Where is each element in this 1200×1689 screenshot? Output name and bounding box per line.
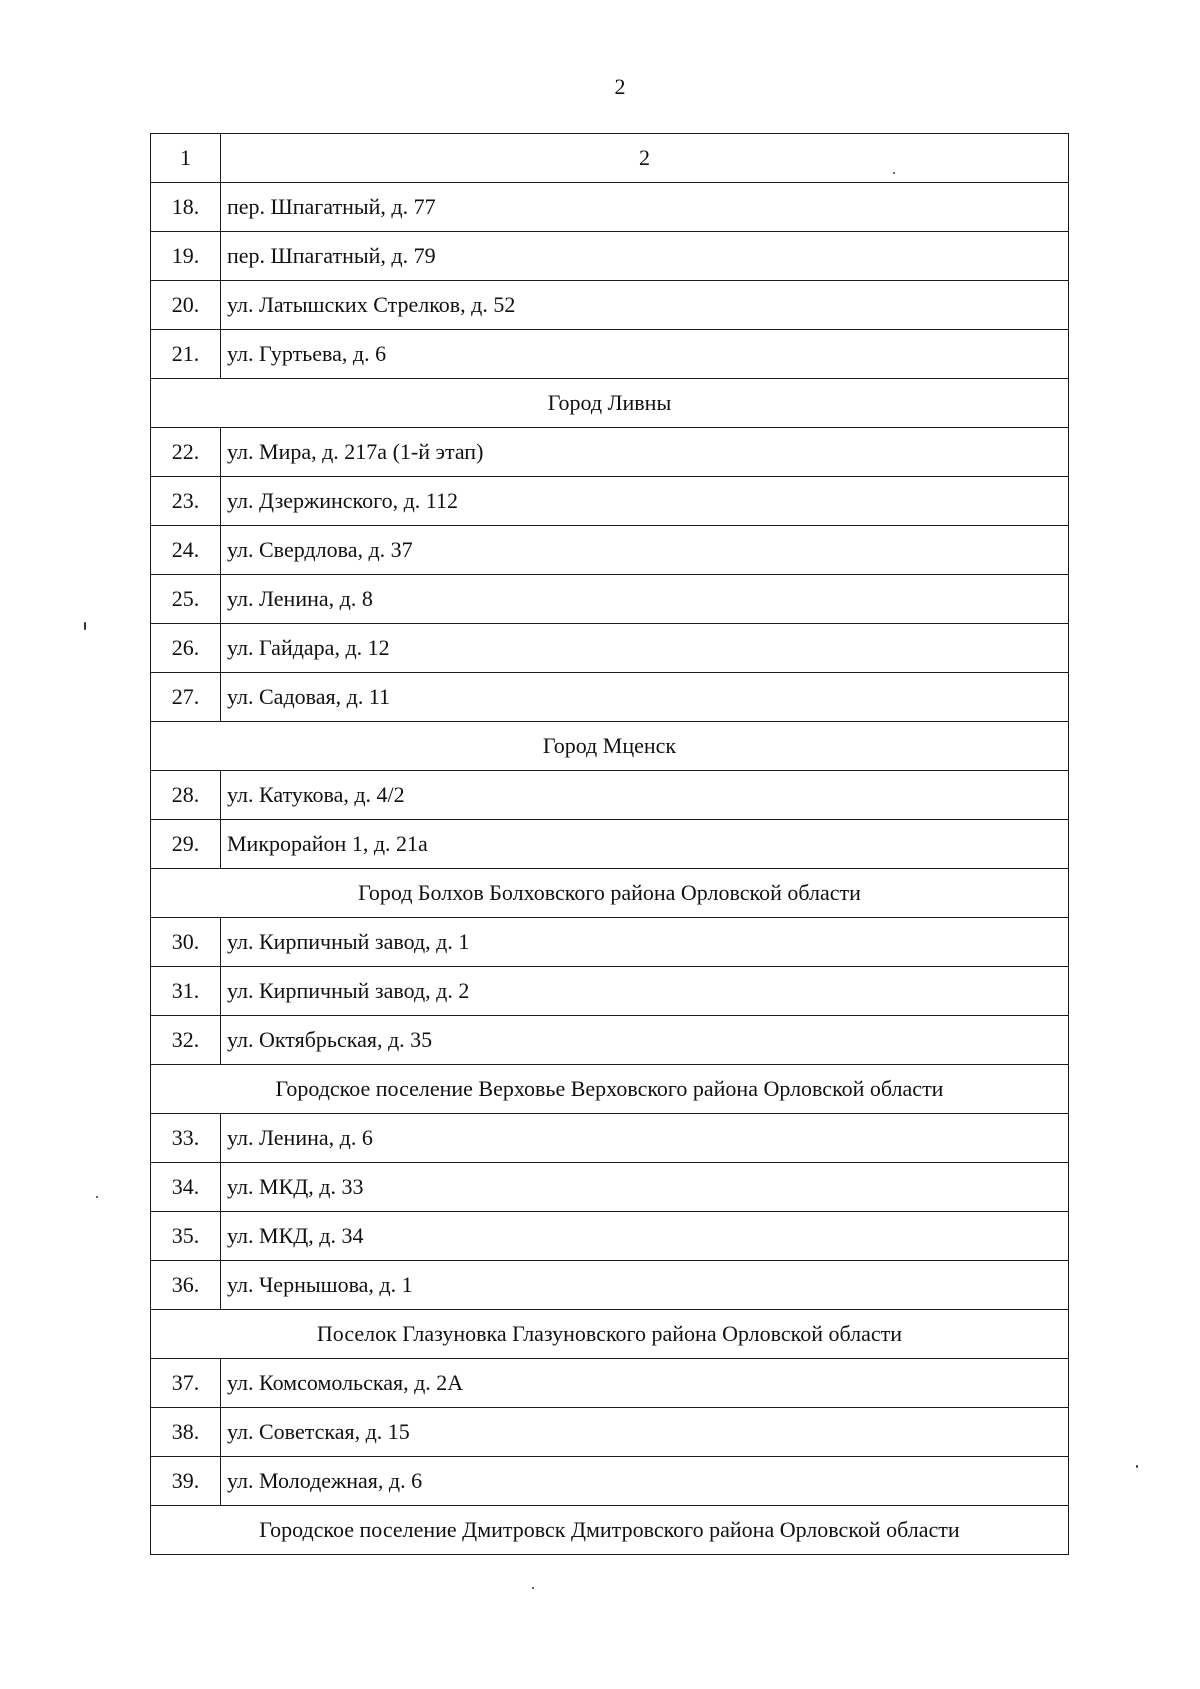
section-row (151, 1310, 1069, 1359)
row-number: 32. (151, 1016, 221, 1065)
row-number: 23. (151, 477, 221, 526)
section-row (151, 722, 1069, 771)
section-row (151, 1065, 1069, 1114)
row-address: ул. Дзержинского, д. 112 (221, 477, 1069, 526)
row-address: ул. Комсомольская, д. 2А (221, 1359, 1069, 1408)
row-address: ул. Мира, д. 217а (1-й этап) (221, 428, 1069, 477)
row-address: ул. Чернышова, д. 1 (221, 1261, 1069, 1310)
row-address: Микрорайон 1, д. 21а (221, 820, 1069, 869)
row-address: ул. Советская, д. 15 (221, 1408, 1069, 1457)
table-row (151, 232, 1069, 281)
section-title: Городское поселение Дмитровск Дмитровского района Орловской области (151, 1506, 1069, 1555)
row-number: 29. (151, 820, 221, 869)
table-row (151, 330, 1069, 379)
row-address: ул. МКД, д. 33 (221, 1163, 1069, 1212)
table-row (151, 820, 1069, 869)
row-address: ул. Свердлова, д. 37 (221, 526, 1069, 575)
row-address: ул. Катукова, д. 4/2 (221, 771, 1069, 820)
row-number: 19. (151, 232, 221, 281)
row-number: 28. (151, 771, 221, 820)
row-number: 33. (151, 1114, 221, 1163)
row-number: 18. (151, 183, 221, 232)
row-address: ул. Молодежная, д. 6 (221, 1457, 1069, 1506)
table-row (151, 1016, 1069, 1065)
row-number: 25. (151, 575, 221, 624)
row-number: 21. (151, 330, 221, 379)
row-number: 38. (151, 1408, 221, 1457)
table-row (151, 183, 1069, 232)
row-number: 31. (151, 967, 221, 1016)
section-title: Городское поселение Верховье Верховского района Орловской области (151, 1065, 1069, 1114)
header-cell-number: 1 (151, 134, 221, 183)
row-address: ул. МКД, д. 34 (221, 1212, 1069, 1261)
table-row (151, 918, 1069, 967)
row-address: ул. Ленина, д. 8 (221, 575, 1069, 624)
row-number: 30. (151, 918, 221, 967)
row-number: 26. (151, 624, 221, 673)
section-title: Поселок Глазуновка Глазуновского района Орловской области (151, 1310, 1069, 1359)
table-row (151, 428, 1069, 477)
table-row (151, 624, 1069, 673)
row-address: ул. Октябрьская, д. 35 (221, 1016, 1069, 1065)
table-row (151, 526, 1069, 575)
address-table (150, 133, 1069, 1555)
scan-speck (96, 1196, 98, 1198)
scan-speck (532, 1587, 534, 1589)
row-number: 36. (151, 1261, 221, 1310)
section-row (151, 379, 1069, 428)
address-table-body (151, 134, 1069, 1555)
row-address: ул. Садовая, д. 11 (221, 673, 1069, 722)
row-address: ул. Гуртьева, д. 6 (221, 330, 1069, 379)
row-number: 20. (151, 281, 221, 330)
header-cell-address: 2 (221, 134, 1069, 183)
row-number: 34. (151, 1163, 221, 1212)
section-row (151, 869, 1069, 918)
table-row (151, 1408, 1069, 1457)
section-title: Город Ливны (151, 379, 1069, 428)
row-number: 22. (151, 428, 221, 477)
table-row (151, 1359, 1069, 1408)
row-address: пер. Шпагатный, д. 79 (221, 232, 1069, 281)
row-number: 27. (151, 673, 221, 722)
row-number: 39. (151, 1457, 221, 1506)
table-row (151, 771, 1069, 820)
row-number: 35. (151, 1212, 221, 1261)
row-number: 37. (151, 1359, 221, 1408)
row-number: 24. (151, 526, 221, 575)
row-address: ул. Кирпичный завод, д. 2 (221, 967, 1069, 1016)
table-row (151, 477, 1069, 526)
table-row (151, 575, 1069, 624)
row-address: пер. Шпагатный, д. 77 (221, 183, 1069, 232)
scan-speck (1136, 1465, 1138, 1468)
section-title: Город Болхов Болховского района Орловской области (151, 869, 1069, 918)
table-row (151, 673, 1069, 722)
row-address: ул. Ленина, д. 6 (221, 1114, 1069, 1163)
scan-speck (84, 622, 86, 630)
section-title: Город Мценск (151, 722, 1069, 771)
row-address: ул. Кирпичный завод, д. 1 (221, 918, 1069, 967)
table-row (151, 1163, 1069, 1212)
table-row (151, 967, 1069, 1016)
table-header-row (151, 134, 1069, 183)
section-row (151, 1506, 1069, 1555)
row-address: ул. Латышских Стрелков, д. 52 (221, 281, 1069, 330)
row-address: ул. Гайдара, д. 12 (221, 624, 1069, 673)
page-number: 2 (614, 74, 626, 99)
table-row (151, 1457, 1069, 1506)
table-row (151, 1212, 1069, 1261)
table-row (151, 281, 1069, 330)
table-row (151, 1261, 1069, 1310)
scan-speck (893, 172, 895, 174)
table-row (151, 1114, 1069, 1163)
